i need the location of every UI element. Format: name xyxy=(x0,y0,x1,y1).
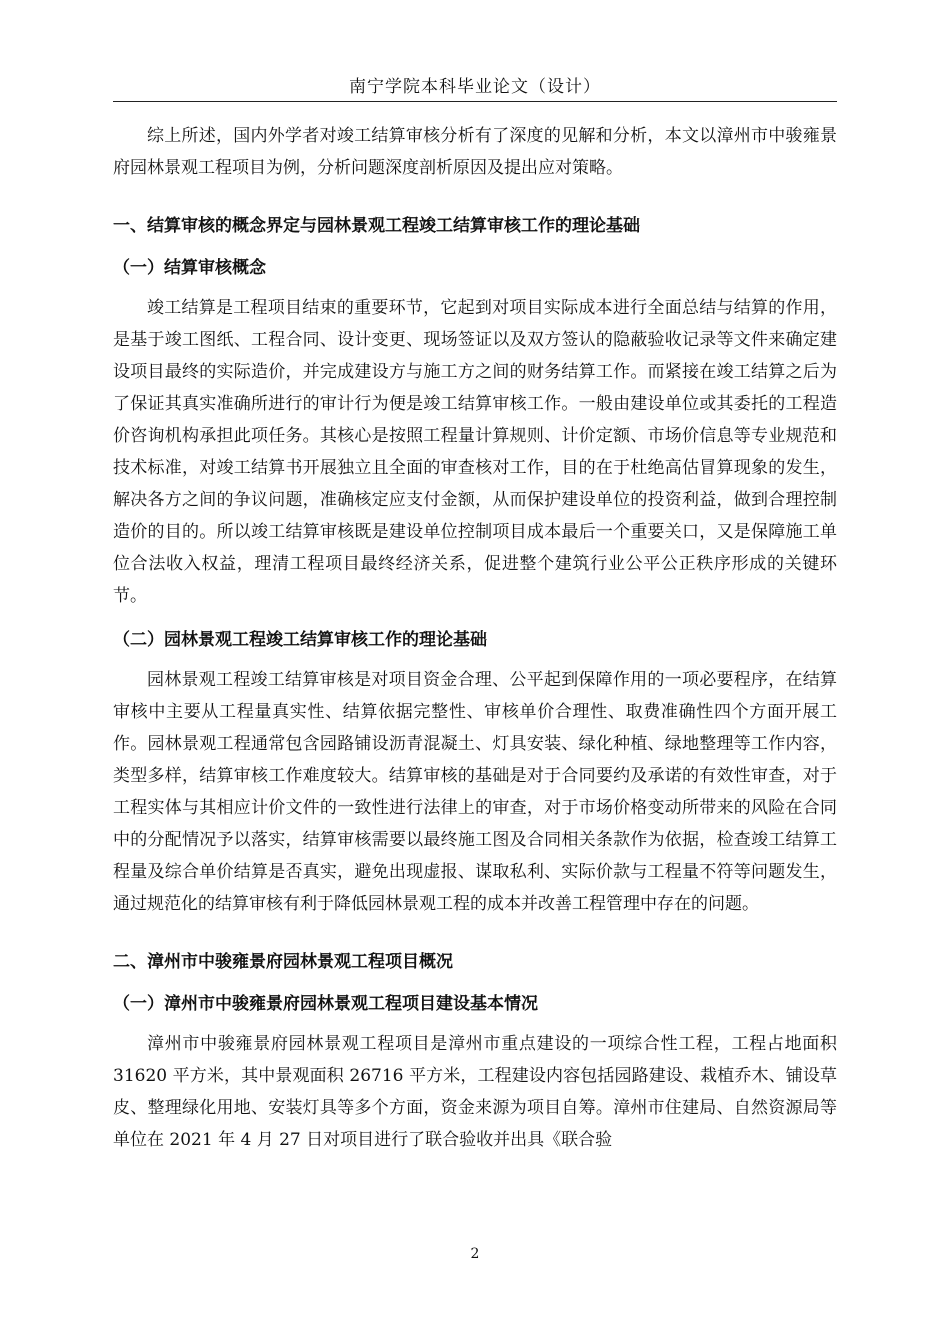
paragraph-settlement-concept: 竣工结算是工程项目结束的重要环节，它起到对项目实际成本进行全面总结与结算的作用，是基于竣工图纸、工程合同、设计变更、现场签证以及双方签认的隐蔽验收记录等文件来确定建设项目最终的实际造价，并完成建设方与施工方之间的财务结算工作。而紧接在竣工结算之后为了保证其真实准确所进行的审计行为便是竣工结算审核工作。一般由建设单位或其委托的工程造价咨询机构承担此项任务。其核心是按照工程量计算规则、计价定额、市场价信息等专业规范和技术标准，对竣工结算书开展独立且全面的审查核对工作，目的在于杜绝高估冒算现象的发生，解决各方之间的争议问题，准确核定应支付金额，从而保护建设单位的投资利益，做到合理控制造价的目的。所以竣工结算审核既是建设单位控制项目成本最后一个重要关口，又是保障施工单位合法收入权益，理清工程项目最终经济关系，促进整个建筑行业公平公正秩序形成的关键环节。 xyxy=(113,298,837,606)
section-heading-2: 二、漳州市中骏雍景府园林景观工程项目概况 xyxy=(113,952,453,972)
section-heading-1: 一、结算审核的概念界定与园林景观工程竣工结算审核工作的理论基础 xyxy=(113,216,640,236)
running-header: 南宁学院本科毕业论文（设计） xyxy=(349,77,601,97)
page-number: 2 xyxy=(470,1246,480,1262)
paragraph-project-overview: 漳州市中骏雍景府园林景观工程项目是漳州市重点建设的一项综合性工程，工程占地面积 31620 平方米，其中景观面积 26716 平方米，工程建设内容包括园路建设、栽植乔木、铺设草皮、整理绿化用地、安装灯具等多个方面，资金来源为项目自筹。漳州市住建局、自然资源局等单位在 2021 年 4 月 27 日对项目进行了联合验收并出具《联合验 xyxy=(113,1034,837,1150)
header-rule xyxy=(113,101,837,102)
paragraph-summary: 综上所述，国内外学者对竣工结算审核分析有了深度的见解和分析，本文以漳州市中骏雍景府园林景观工程项目为例，分析问题深度剖析原因及提出应对策略。 xyxy=(113,126,837,178)
paragraph-theoretical-basis: 园林景观工程竣工结算审核是对项目资金合理、公平起到保障作用的一项必要程序，在结算审核中主要从工程量真实性、结算依据完整性、审核单价合理性、取费准确性四个方面开展工作。园林景观工程通常包含园路铺设沥青混凝土、灯具安装、绿化种植、绿地整理等工作内容，类型多样，结算审核工作难度较大。结算审核的基础是对于合同要约及承诺的有效性审查，对于工程实体与其相应计价文件的一致性进行法律上的审查，对于市场价格变动所带来的风险在合同中的分配情况予以落实，结算审核需要以最终施工图及合同相关条款作为依据，检查竣工结算工程量及综合单价结算是否真实，避免出现虚报、谋取私利、实际价款与工程量不符等问题发生，通过规范化的结算审核有利于降低园林景观工程的成本并改善工程管理中存在的问题。 xyxy=(113,670,837,914)
subsection-heading-2-1: （一）漳州市中骏雍景府园林景观工程项目建设基本情况 xyxy=(113,994,538,1014)
page-content xyxy=(113,120,837,1156)
subsection-heading-1-2: （二）园林景观工程竣工结算审核工作的理论基础 xyxy=(113,630,487,650)
subsection-heading-1-1: （一）结算审核概念 xyxy=(113,258,266,278)
